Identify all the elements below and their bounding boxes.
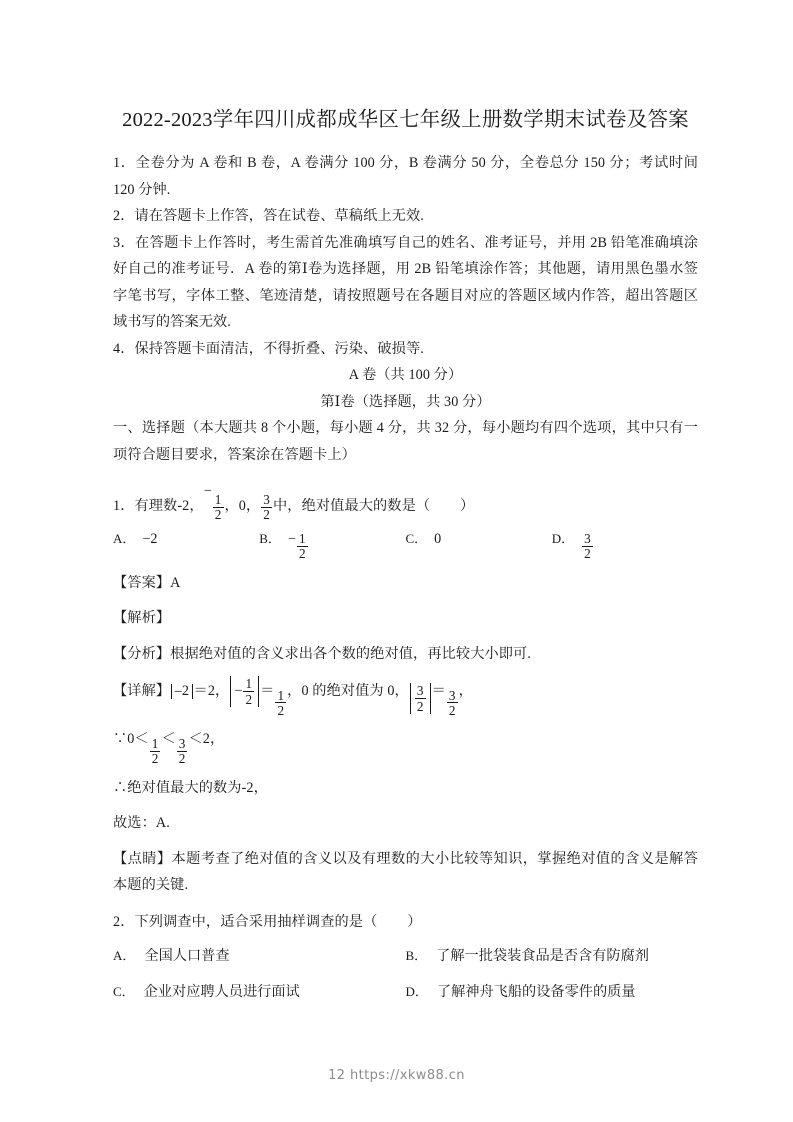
fraction-denominator: 2	[245, 691, 253, 707]
option-label: A．	[113, 948, 136, 964]
question-1-detail	[113, 676, 698, 717]
question-1-explain-label: 【解析】	[113, 610, 171, 627]
fraction-denominator: 2	[178, 751, 186, 767]
option-text: −2	[142, 530, 158, 547]
question-1-option-d[interactable]	[552, 526, 698, 561]
question-2-stem	[113, 909, 698, 936]
question-1-analysis	[113, 641, 698, 668]
fraction-denominator: 2	[214, 507, 222, 523]
absolute-value-inner: –2	[174, 683, 190, 700]
fraction-denominator: 2	[277, 702, 285, 718]
question-2-option-c[interactable]	[113, 977, 406, 1007]
instruction-item-1: 1．全卷分为 A 卷和 B 卷，A 卷满分 100 分，B 卷满分 50 分，全卷总分 150 分；考试时间 120 分钟.	[113, 155, 698, 198]
question-1-value-a: -2	[177, 498, 190, 515]
question-1-stem-post: 中，绝对值最大的数是（	[273, 498, 431, 515]
question-2-stem-text: 下列调查中，适合采用抽样调查的是（	[134, 913, 378, 930]
option-label: A．	[113, 530, 136, 546]
absolute-value-1	[171, 684, 192, 699]
question-2-option-b[interactable]	[406, 941, 699, 971]
question-1-option-b[interactable]	[259, 526, 405, 561]
question-2-stem-end: ）	[407, 913, 422, 930]
inequality-zero: 0＜	[127, 731, 149, 748]
fraction-numerator: 3	[584, 530, 591, 546]
detail-comma-3: ，	[458, 683, 473, 700]
fraction-denominator: 2	[263, 507, 270, 523]
question-1-frac1-sign: −	[203, 483, 212, 499]
question-1-stem	[113, 478, 698, 522]
option-text: 了解神舟飞船的设备零件的质量	[436, 984, 636, 1001]
absolute-value-2	[230, 676, 259, 707]
answer-label: 【答案】	[113, 574, 171, 591]
detail-eq-2: ＝	[260, 683, 275, 700]
detail-eq-1: ＝2	[193, 683, 216, 700]
answer-value: A	[170, 574, 181, 591]
absolute-value-sign: −	[234, 683, 243, 700]
fraction-numerator: 3	[416, 683, 424, 699]
tip-label: 【点睛】	[113, 850, 172, 867]
option-fraction	[582, 532, 593, 561]
question-1-comma-1: ，	[189, 498, 204, 515]
detail-result-fraction-2	[275, 689, 286, 718]
option-label: B．	[259, 530, 281, 546]
option-fraction	[297, 532, 308, 561]
detail-comma-2: ，	[287, 683, 302, 700]
absolute-value-fraction	[243, 677, 254, 706]
question-1-conclusion: ∴绝对值最大的数为-2，	[113, 779, 268, 796]
question-1-tip	[113, 846, 698, 899]
fraction-numerator: 1	[151, 735, 159, 751]
fraction-denominator: 2	[151, 751, 159, 767]
question-1-fraction-1	[213, 493, 224, 522]
option-text: 了解一批袋装食品是否含有防腐剂	[436, 948, 649, 965]
fraction-numerator: 3	[448, 687, 456, 703]
inequality-fraction-2	[177, 737, 188, 766]
detail-result-fraction-3	[447, 689, 458, 718]
question-1-comma-2: ，	[224, 498, 239, 515]
question-2-option-a[interactable]	[113, 941, 406, 971]
option-text: 0	[434, 530, 442, 547]
option-text: 企业对应聘人员进行面试	[143, 984, 300, 1001]
choice-section-heading: 一、选择题（本大题共 8 个小题，每小题 4 分，共 32 分，每小题均有四个选项，其中只有一项符合题目要求，答案涂在答题卡上）	[113, 420, 698, 463]
detail-zero-phrase: 0 的绝对值为 0，	[301, 683, 409, 700]
question-2-option-d[interactable]	[406, 977, 699, 1007]
fraction-numerator: 1	[277, 687, 285, 703]
question-2-options-row-1	[113, 941, 698, 971]
section-paper-a: A 卷（共 100 分）	[348, 367, 463, 383]
question-1-comma-3: ，	[246, 498, 261, 515]
page-title: 2022-2023学年四川成都成华区七年级上册数学期末试卷及答案	[122, 109, 689, 131]
option-label: C．	[405, 530, 428, 546]
detail-label: 【详解】	[113, 683, 171, 700]
question-1-option-a[interactable]	[113, 526, 259, 561]
inequality-fraction-1	[150, 737, 161, 766]
question-1-option-c[interactable]	[406, 526, 552, 561]
question-1-stem-end: ）	[460, 498, 475, 515]
fraction-numerator: 3	[178, 735, 186, 751]
fraction-numerator: 1	[298, 530, 306, 546]
fraction-denominator: 2	[448, 702, 456, 718]
detail-comma-1: ，	[215, 683, 230, 700]
option-sign: −	[287, 530, 296, 547]
question-1-options	[113, 526, 698, 561]
question-1-inequality	[113, 726, 698, 765]
option-label: D．	[405, 984, 428, 1000]
question-2-number: 2．	[113, 913, 135, 930]
instruction-item-2: 2．请在答题卡上作答，答在试卷、草稿纸上无效.	[113, 208, 424, 224]
option-text: 全国人口普查	[144, 948, 230, 965]
question-1-choose: 故选：A.	[113, 815, 170, 832]
option-label: D．	[551, 530, 575, 546]
analysis-text: 根据绝对值的含义求出各个数的绝对值，再比较大小即可.	[170, 645, 531, 662]
instruction-item-3: 3．在答题卡上作答时，考生需首先准确填写自己的姓名、准考证号，并用 2B 铅笔准确填涂好自己的准考证号．A 卷的第Ⅰ卷为选择题，用 2B 铅笔填涂作答；其他题，请用黑色墨水签字笔书写，字体工整、笔迹清楚，请按照题号在各题目对应的答题区域内作答，超出答题区域书写的答案无效.	[113, 234, 698, 330]
tip-text: 本题考查了绝对值的含义以及有理数的大小比较等知识，掌握绝对值的含义是解答本题的关键.	[113, 850, 699, 894]
fraction-numerator: 1	[245, 676, 253, 692]
detail-eq-3: ＝	[431, 683, 446, 700]
fraction-numerator: 3	[263, 491, 270, 507]
option-label: B．	[405, 948, 428, 964]
fraction-numerator: 1	[214, 491, 222, 507]
inequality-lt-1: ＜	[161, 731, 176, 748]
section-part-1: 第Ⅰ卷（选择题，共 30 分）	[320, 393, 491, 410]
question-1-answer-line	[113, 570, 698, 597]
absolute-value-3	[410, 683, 431, 714]
instruction-item-4: 4．保持答题卡面清洁，不得折叠、污染、破损等.	[113, 340, 424, 357]
question-2-options-row-2	[113, 977, 698, 1007]
question-1-number: 1．	[113, 498, 135, 515]
question-1-stem-pre: 有理数	[134, 498, 178, 515]
inequality-lt-2: ＜2，	[188, 731, 225, 748]
question-1-value-zero: 0	[238, 498, 246, 515]
answer-blank	[377, 914, 407, 930]
page-footer: 12 https://xkw88.cn	[328, 1068, 465, 1083]
fraction-denominator: 2	[416, 698, 424, 714]
because-symbol: ∵	[113, 731, 128, 748]
fraction-denominator: 2	[298, 546, 306, 562]
answer-blank	[430, 498, 460, 514]
question-1-fraction-2	[261, 493, 272, 522]
analysis-label: 【分析】	[113, 645, 171, 662]
option-label: C．	[113, 984, 135, 1000]
absolute-value-fraction	[415, 684, 426, 713]
fraction-denominator: 2	[584, 546, 591, 562]
